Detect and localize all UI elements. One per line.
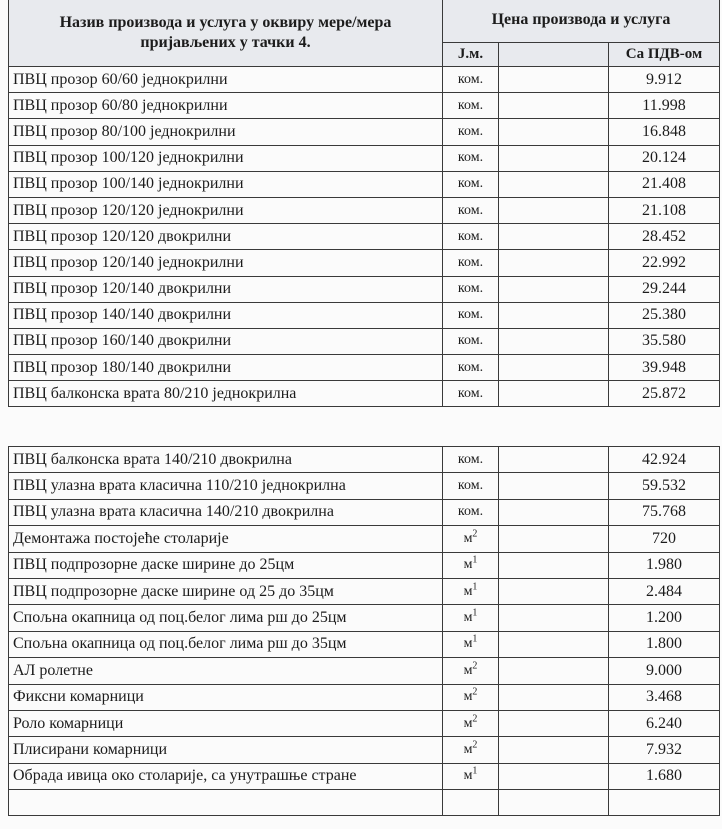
table-row: [9, 355, 720, 381]
empty-cell: [499, 499, 609, 525]
empty-cell: [499, 328, 609, 354]
empty-cell: [499, 552, 609, 578]
unit-label: ком.: [457, 254, 484, 270]
unit-label: м: [463, 557, 473, 573]
empty-cell: [499, 197, 609, 223]
unit-of-measure: [443, 710, 499, 736]
table-row: [9, 631, 720, 657]
unit-exponent: 2: [472, 739, 478, 751]
empty-cell: [499, 381, 609, 407]
table-row: [9, 381, 720, 407]
empty-cell: [499, 224, 609, 250]
unit-of-measure: [443, 631, 499, 657]
product-name: Обрада ивица око столарије, са унутрашње стране: [9, 763, 443, 789]
header-price: Цена производа и услуга: [443, 0, 720, 43]
table-row: [9, 710, 720, 736]
product-name: ПВЦ прозор 100/140 једнокрилни: [9, 171, 443, 197]
unit-of-measure: [443, 302, 499, 328]
table-row: [9, 790, 720, 816]
unit-label: м: [463, 768, 473, 784]
table-row: [9, 145, 720, 171]
empty-cell: [499, 473, 609, 499]
header-product-name-line2: пријављених у тачки 4.: [140, 33, 311, 51]
product-name: ПВЦ прозор 120/120 једнокрилни: [9, 197, 443, 223]
unit-of-measure: [443, 224, 499, 250]
unit-label: ком.: [457, 150, 484, 166]
table-row: [9, 578, 720, 604]
header-vat-price: Са ПДВ-ом: [609, 43, 720, 67]
empty-cell: [499, 631, 609, 657]
unit-label: ком.: [457, 359, 484, 375]
unit-of-measure: [443, 197, 499, 223]
unit-of-measure: [443, 328, 499, 354]
unit-label: ком.: [457, 123, 484, 139]
table-row: [9, 763, 720, 789]
unit-of-measure: [443, 684, 499, 710]
empty-cell: [499, 710, 609, 736]
price-with-vat: 42.924: [609, 447, 720, 473]
unit-label: м: [463, 583, 473, 599]
unit-label: м: [463, 689, 473, 705]
unit-exponent: 2: [472, 528, 478, 540]
table-row: [9, 302, 720, 328]
unit-label: м: [463, 610, 473, 626]
empty-cell: [499, 790, 609, 816]
unit-label: ком.: [457, 176, 484, 192]
empty-cell: [499, 250, 609, 276]
unit-exponent: 1: [472, 765, 478, 777]
table-row: [9, 250, 720, 276]
empty-cell: [499, 302, 609, 328]
header-product-name: [9, 0, 443, 67]
unit-label: ком.: [457, 97, 484, 113]
product-name: Спољна окапница од поц.белог лима рш до 35цм: [9, 631, 443, 657]
price-with-vat: 6.240: [609, 710, 720, 736]
empty-cell: [499, 93, 609, 119]
unit-of-measure: [443, 119, 499, 145]
unit-exponent: 1: [472, 554, 478, 566]
product-name: ПВЦ улазна врата класична 110/210 једнокрилна: [9, 473, 443, 499]
unit-of-measure: [443, 790, 499, 816]
product-name: ПВЦ прозор 120/140 једнокрилни: [9, 250, 443, 276]
unit-of-measure: [443, 473, 499, 499]
price-with-vat: 59.532: [609, 473, 720, 499]
price-with-vat: 20.124: [609, 145, 720, 171]
unit-label: ком.: [457, 281, 484, 297]
unit-exponent: 1: [472, 607, 478, 619]
price-with-vat: 25.380: [609, 302, 720, 328]
product-name: ПВЦ прозор 140/140 двокрилни: [9, 302, 443, 328]
unit-of-measure: [443, 605, 499, 631]
empty-cell: [499, 145, 609, 171]
product-name: ПВЦ улазна врата класична 140/210 двокрилна: [9, 499, 443, 525]
empty-cell: [499, 578, 609, 604]
price-with-vat: 35.580: [609, 328, 720, 354]
table-row: [9, 684, 720, 710]
price-with-vat: 3.468: [609, 684, 720, 710]
table-row: [9, 171, 720, 197]
unit-of-measure: [443, 250, 499, 276]
header-product-name-line1: Назив производа и услуга у оквиру мере/мера: [59, 13, 392, 31]
price-with-vat: 720: [609, 526, 720, 552]
price-with-vat: 2.484: [609, 578, 720, 604]
empty-cell: [499, 67, 609, 93]
unit-label: м: [463, 530, 473, 546]
unit-of-measure: [443, 499, 499, 525]
product-name: ПВЦ прозор 80/100 једнокрилни: [9, 119, 443, 145]
unit-label: м: [463, 741, 473, 757]
product-name: АЛ ролетне: [9, 658, 443, 684]
empty-cell: [499, 737, 609, 763]
table-row: [9, 526, 720, 552]
empty-cell: [499, 447, 609, 473]
table-row: [9, 119, 720, 145]
product-name: Плисирани комарници: [9, 737, 443, 763]
price-with-vat: 75.768: [609, 499, 720, 525]
empty-cell: [499, 763, 609, 789]
unit-of-measure: [443, 67, 499, 93]
unit-of-measure: [443, 171, 499, 197]
unit-label: м: [463, 662, 473, 678]
product-name: Демонтажа постојеће столарије: [9, 526, 443, 552]
empty-cell: [499, 684, 609, 710]
product-name: ПВЦ прозор 60/80 једнокрилни: [9, 93, 443, 119]
product-name: [9, 790, 443, 816]
product-name: ПВЦ балконска врата 140/210 двокрилна: [9, 447, 443, 473]
table-row: [9, 67, 720, 93]
price-with-vat: 1.800: [609, 631, 720, 657]
empty-cell: [499, 276, 609, 302]
header-unit: Ј.м.: [443, 43, 499, 67]
price-with-vat: 9.000: [609, 658, 720, 684]
price-with-vat: 16.848: [609, 119, 720, 145]
unit-label: ком.: [457, 451, 484, 467]
unit-label: ком.: [457, 71, 484, 87]
price-with-vat: 1.680: [609, 763, 720, 789]
unit-exponent: 1: [472, 633, 478, 645]
table-row: [9, 93, 720, 119]
price-with-vat: 21.108: [609, 197, 720, 223]
price-with-vat: 25.872: [609, 381, 720, 407]
table-row: [9, 605, 720, 631]
empty-cell: [499, 526, 609, 552]
table-row: [9, 197, 720, 223]
unit-label: ком.: [457, 478, 484, 494]
unit-exponent: 2: [472, 660, 478, 672]
unit-label: ком.: [457, 228, 484, 244]
product-name: Фиксни комарници: [9, 684, 443, 710]
table-row: [9, 224, 720, 250]
unit-label: ком.: [457, 504, 484, 520]
unit-label: м: [463, 636, 473, 652]
price-with-vat: 21.408: [609, 171, 720, 197]
empty-cell: [499, 605, 609, 631]
header-blank: [499, 43, 609, 67]
table-row: [9, 552, 720, 578]
unit-label: ком.: [457, 202, 484, 218]
unit-label: ком.: [457, 333, 484, 349]
empty-cell: [499, 355, 609, 381]
unit-of-measure: [443, 276, 499, 302]
unit-of-measure: [443, 578, 499, 604]
unit-of-measure: [443, 526, 499, 552]
unit-exponent: 2: [472, 686, 478, 698]
price-with-vat: 1.200: [609, 605, 720, 631]
product-name: Роло комарници: [9, 710, 443, 736]
table-row: [9, 737, 720, 763]
empty-cell: [499, 119, 609, 145]
unit-of-measure: [443, 381, 499, 407]
product-name: ПВЦ подпрозорне даске ширине од 25 до 35цм: [9, 578, 443, 604]
unit-label: ком.: [457, 385, 484, 401]
unit-exponent: 1: [472, 580, 478, 592]
empty-cell: [499, 658, 609, 684]
product-name: ПВЦ балконска врата 80/210 једнокрилна: [9, 381, 443, 407]
unit-label: ком.: [457, 307, 484, 323]
price-table-windows: [8, 0, 720, 407]
price-with-vat: 11.998: [609, 93, 720, 119]
unit-of-measure: [443, 552, 499, 578]
price-with-vat: [609, 790, 720, 816]
price-with-vat: 22.992: [609, 250, 720, 276]
table-row: [9, 658, 720, 684]
unit-of-measure: [443, 658, 499, 684]
product-name: ПВЦ прозор 160/140 двокрилни: [9, 328, 443, 354]
price-with-vat: 9.912: [609, 67, 720, 93]
unit-of-measure: [443, 737, 499, 763]
product-name: Спољна окапница од поц.белог лима рш до 25цм: [9, 605, 443, 631]
unit-of-measure: [443, 93, 499, 119]
table-row: [9, 447, 720, 473]
unit-label: м: [463, 715, 473, 731]
product-name: ПВЦ прозор 180/140 двокрилни: [9, 355, 443, 381]
unit-of-measure: [443, 355, 499, 381]
table-row: [9, 328, 720, 354]
product-name: ПВЦ прозор 120/140 двокрилни: [9, 276, 443, 302]
product-name: ПВЦ прозор 60/60 једнокрилни: [9, 67, 443, 93]
price-with-vat: 7.932: [609, 737, 720, 763]
price-with-vat: 28.452: [609, 224, 720, 250]
price-table-doors-and-accessories: [8, 446, 720, 816]
product-name: ПВЦ прозор 100/120 једнокрилни: [9, 145, 443, 171]
empty-cell: [499, 171, 609, 197]
price-with-vat: 1.980: [609, 552, 720, 578]
price-with-vat: 29.244: [609, 276, 720, 302]
unit-exponent: 2: [472, 712, 478, 724]
table-row: [9, 276, 720, 302]
unit-of-measure: [443, 763, 499, 789]
table-row: [9, 499, 720, 525]
unit-of-measure: [443, 145, 499, 171]
product-name: ПВЦ прозор 120/120 двокрилни: [9, 224, 443, 250]
table-row: [9, 473, 720, 499]
price-with-vat: 39.948: [609, 355, 720, 381]
product-name: ПВЦ подпрозорне даске ширине до 25цм: [9, 552, 443, 578]
unit-of-measure: [443, 447, 499, 473]
